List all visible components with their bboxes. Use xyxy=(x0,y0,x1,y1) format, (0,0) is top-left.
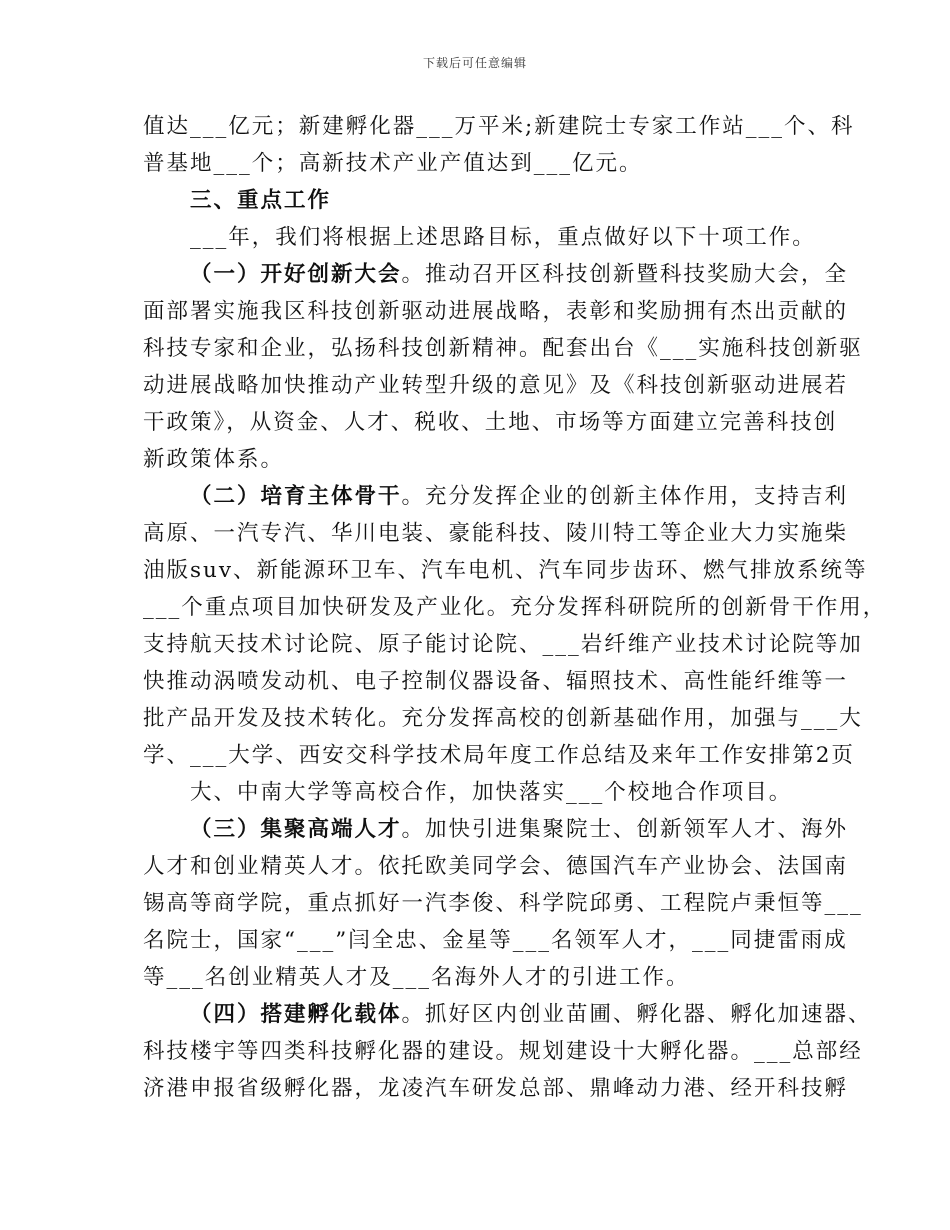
body-line: 济港申报省级孵化器，龙凌汽车研发总部、鼎峰动力港、经开科技孵 xyxy=(143,1076,849,1101)
subsection-text: 。抓好区内创业苗圃、孵化器、孵化加速器、 xyxy=(401,1002,872,1027)
body-line: 名院士，国家“___”闫全忠、金星等___名领军人才，___同捷雷雨成 xyxy=(143,928,848,953)
body-line: 干政策》，从资金、人才、税收、土地、市场等方面建立完善科技创 xyxy=(143,410,838,435)
subsection-title: （二）培育主体骨干 xyxy=(190,484,402,509)
body-line: 动进展战略加快推动产业转型升级的意见》及《科技创新驱动进展若 xyxy=(143,373,849,398)
subsection-line xyxy=(190,815,848,845)
subsection-text: 。充分发挥企业的创新主体作用，支持吉利 xyxy=(401,484,849,509)
body-line: ___个重点项目加快研发及产业化。充分发挥科研院所的创新骨干作用， xyxy=(143,595,887,620)
body-line: 科技楼宇等四类科技孵化器的建设。规划建设十大孵化器。___总部经 xyxy=(143,1039,863,1064)
heading-text: 三、重点工作 xyxy=(190,188,332,213)
section-heading xyxy=(190,186,331,216)
body-line: 油版suv、新能源环卫车、汽车电机、汽车同步齿环、燃气排放系统等 xyxy=(143,558,868,583)
subsection-text: 。加快引进集聚院士、创新领军人才、海外 xyxy=(401,817,849,842)
body-line: 支持航天技术讨论院、原子能讨论院、___岩纤维产业技术讨论院等加 xyxy=(143,632,863,657)
subsection-line xyxy=(190,260,848,290)
body-line: 批产品开发及技术转化。充分发挥高校的创新基础作用，加强与___大 xyxy=(143,706,863,731)
body-line: 新政策体系。 xyxy=(143,447,285,472)
body-line: 锡高等商学院，重点抓好一汽李俊、科学院邱勇、工程院卢秉恒等___ xyxy=(143,891,863,916)
body-line: 大、中南大学等高校合作，加快落实___个校地合作项目。 xyxy=(190,780,793,805)
body-line: 高原、一汽专汽、华川电装、豪能科技、陵川特工等企业大力实施柴 xyxy=(143,521,849,546)
body-line: 面部署实施我区科技创新驱动进展战略，表彰和奖励拥有杰出贡献的 xyxy=(143,299,849,324)
body-line: 值达___亿元；新建孵化器___万平米;新建院士专家工作站___个、科 xyxy=(143,114,855,139)
subsection-text: 。推动召开区科技创新暨科技奖励大会，全 xyxy=(401,262,849,287)
body-line: 人才和创业精英人才。依托欧美同学会、德国汽车产业协会、法国南 xyxy=(143,854,849,879)
subsection-title: （四）搭建孵化载体 xyxy=(190,1002,402,1027)
subsection-line xyxy=(190,482,848,512)
subsection-title: （三）集聚高端人才 xyxy=(190,817,402,842)
body-line: 科技专家和企业，弘扬科技创新精神。配套出台《___实施科技创新驱 xyxy=(143,336,863,361)
subsection-line xyxy=(190,1000,872,1030)
body-line: 学、___大学、西安交科学技术局年度工作总结及来年工作安排第2页 xyxy=(143,743,855,768)
subsection-title: （一）开好创新大会 xyxy=(190,262,402,287)
body-line: 普基地___个；高新技术产业产值达到___亿元。 xyxy=(143,151,643,176)
page-header: 下载后可任意编辑 xyxy=(422,56,527,70)
body-line: 等___名创业精英人才及___名海外人才的引进工作。 xyxy=(143,965,690,990)
body-line: ___年，我们将根据上述思路目标，重点做好以下十项工作。 xyxy=(190,225,816,250)
body-line: 快推动涡喷发动机、电子控制仪器设备、辐照技术、高性能纤维等一 xyxy=(143,669,849,694)
